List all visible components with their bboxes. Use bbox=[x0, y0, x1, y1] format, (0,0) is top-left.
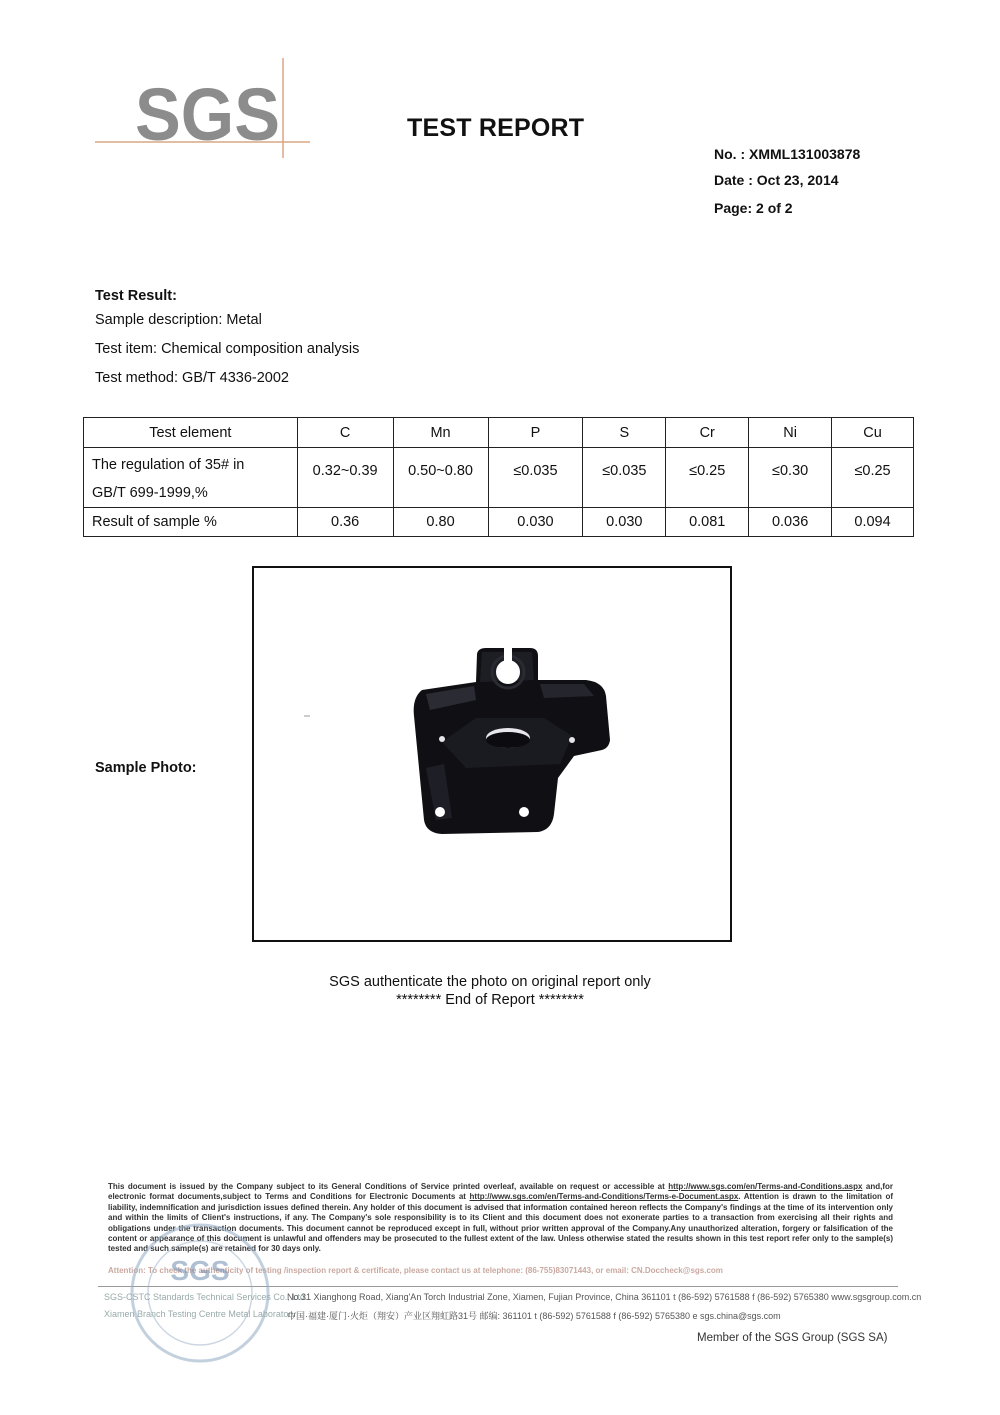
metal-bracket-image bbox=[254, 568, 730, 940]
table-row-label: Result of sample % bbox=[84, 508, 298, 537]
disclaimer-text: and,for electronic format documents,subject to Terms and Conditions for Electronic Documents at bbox=[108, 1182, 893, 1202]
attention-note: Attention: To check the authenticity of testing /inspection report & certificate, please contact us at telephone: (86-755)83071443, or email: CN.Doccheck@sgs.com bbox=[108, 1266, 723, 1275]
results-table bbox=[83, 417, 914, 537]
table-cell: 0.030 bbox=[583, 508, 666, 537]
svg-text:SGS: SGS bbox=[135, 73, 280, 156]
sample-description: Sample description: Metal bbox=[95, 312, 262, 328]
terms-e-document-link[interactable]: http://www.sgs.com/en/Terms-and-Conditions/Terms-e-Document.aspx bbox=[469, 1192, 739, 1202]
table-cell: 0.50~0.80 bbox=[408, 463, 473, 479]
member-note: Member of the SGS Group (SGS SA) bbox=[697, 1332, 888, 1344]
address-english: No.31 Xianghong Road, Xiang'An Torch Industrial Zone, Xiamen, Fujian Province, China 361101 t (86-592) 5761588 f (86-592) 5765380 www.sgsgroup.com.cn bbox=[287, 1292, 922, 1302]
report-title: TEST REPORT bbox=[407, 114, 585, 142]
table-cell: 0.030 bbox=[488, 508, 583, 537]
test-item: Test item: Chemical composition analysis bbox=[95, 341, 360, 357]
row-label-line: The regulation of 35# in bbox=[92, 457, 245, 473]
page-number: Page: 2 of 2 bbox=[714, 200, 793, 216]
test-result-heading: Test Result: bbox=[95, 288, 177, 304]
table-row-label bbox=[84, 448, 298, 508]
row-label-line: GB/T 699-1999,% bbox=[92, 485, 208, 501]
disclaimer-text: . Attention is drawn to the limitation of liability, indemnification and jurisdiction issues defined therein. Any holder of this document is advised that information contained hereon reflects the Company's findings at the time of its intervention only and within the limits of Client's instructions, if any. The Company's sole responsibility is to its Client and this document does not exonerate parties to a transaction from exercising all their rights and obligations under the transaction documents. This document cannot be reproduced except in full, without prior written approval of the Company.Any unauthorized alteration, forgery or falsification of the content or appearance of this document is unlawful and offenders may be prosecuted to the fullest extent of the law. Unless otherwise stated the results shown in this test report refer only to the sample(s) tested and such sample(s) are retained for 30 days only. bbox=[108, 1192, 893, 1254]
table-cell: ≤0.25 bbox=[854, 463, 891, 479]
table-row-result bbox=[84, 508, 914, 537]
sgs-logo bbox=[95, 58, 310, 158]
table-header-cell: Cu bbox=[832, 418, 914, 448]
table-row-regulation bbox=[84, 448, 914, 508]
table-cell: ≤0.30 bbox=[772, 463, 809, 479]
company-name: SGS-CSTC Standards Technical Services Co., Ltd. bbox=[104, 1292, 308, 1302]
sample-photo-label: Sample Photo: bbox=[95, 760, 197, 776]
test-method: Test method: GB/T 4336-2002 bbox=[95, 370, 289, 386]
table-cell: ≤0.25 bbox=[689, 463, 726, 479]
table-header-cell: Test element bbox=[84, 418, 298, 448]
authentication-note: SGS authenticate the photo on original report only bbox=[329, 974, 651, 990]
table-cell: 0.80 bbox=[393, 508, 488, 537]
table-header-cell: Cr bbox=[666, 418, 749, 448]
table-header-row bbox=[84, 418, 914, 448]
report-number: No. : XMML131003878 bbox=[714, 146, 861, 162]
table-cell: 0.094 bbox=[832, 508, 914, 537]
terms-link[interactable]: http://www.sgs.com/en/Terms-and-Conditions.aspx bbox=[668, 1182, 863, 1191]
table-cell: 0.36 bbox=[297, 508, 393, 537]
end-of-report: ******** End of Report ******** bbox=[396, 992, 584, 1008]
table-header-cell: C bbox=[297, 418, 393, 448]
table-header-cell: P bbox=[488, 418, 583, 448]
table-header-cell: Mn bbox=[393, 418, 488, 448]
sample-photo bbox=[252, 566, 732, 942]
report-date: Date : Oct 23, 2014 bbox=[714, 172, 839, 188]
disclaimer-text: This document is issued by the Company subject to its General Conditions of Service printed overleaf, available on request or accessible at bbox=[108, 1182, 669, 1191]
svg-text:SGS: SGS bbox=[170, 1255, 230, 1286]
table-cell: 0.081 bbox=[666, 508, 749, 537]
table-cell: 0.32~0.39 bbox=[312, 463, 378, 479]
table-cell: ≤0.035 bbox=[602, 463, 647, 479]
table-cell: ≤0.035 bbox=[513, 463, 558, 479]
company-branch: Xiamen Branch Testing Centre Metal Laboratory bbox=[104, 1309, 296, 1319]
table-header-cell: Ni bbox=[749, 418, 832, 448]
table-cell: 0.036 bbox=[749, 508, 832, 537]
address-chinese: 中国·福建·厦门·火炬（翔安）产业区翔虹路31号 邮编: 361101 t (86-592) 5761588 f (86-592) 5765380 e sgs.china@sgs.com bbox=[287, 1311, 781, 1321]
table-header-cell: S bbox=[583, 418, 666, 448]
